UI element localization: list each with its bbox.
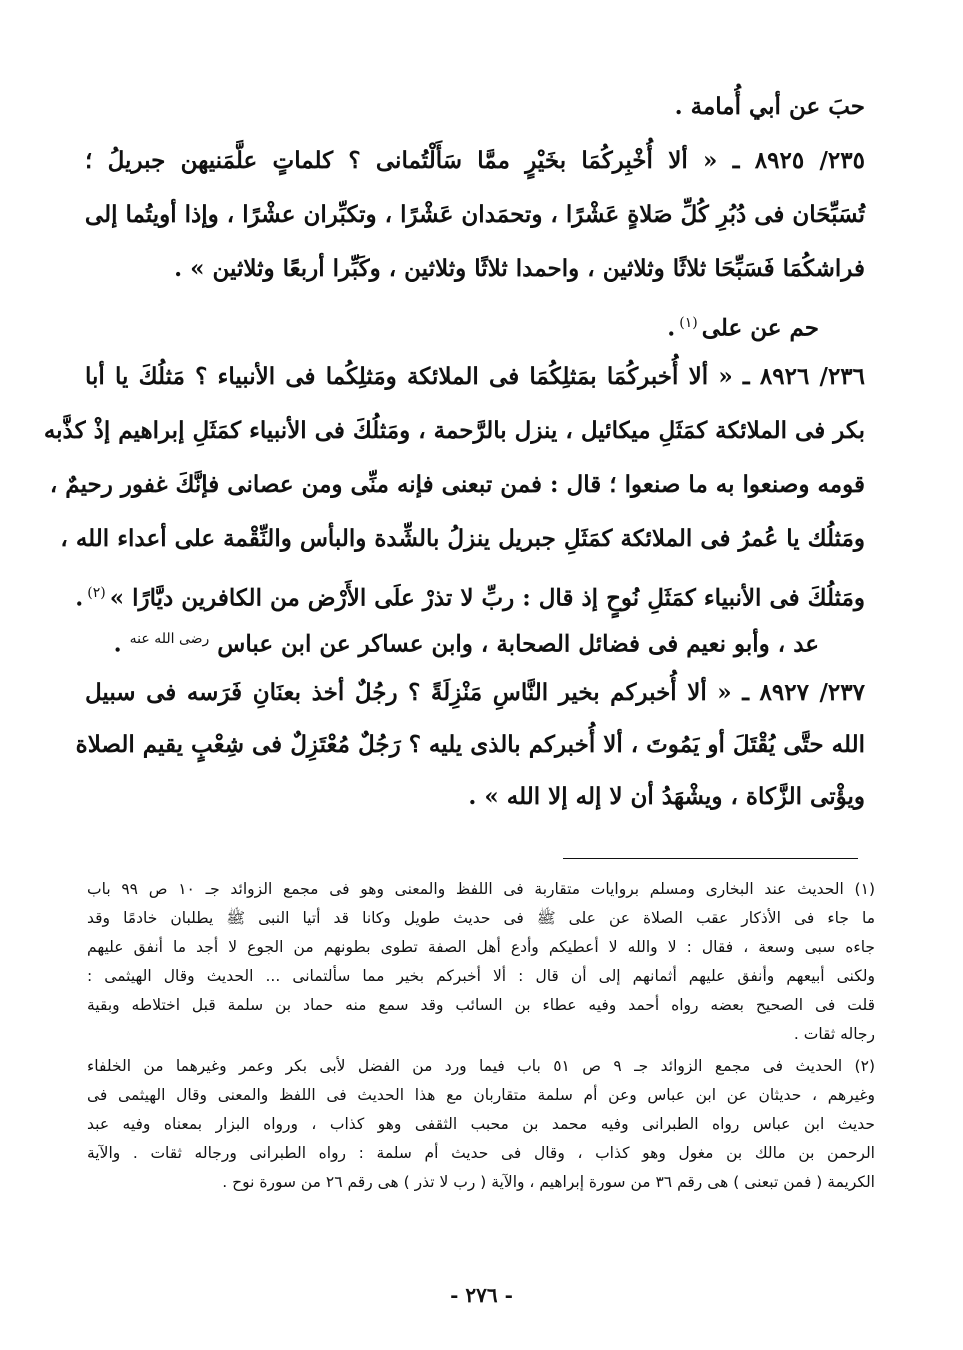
line-text: تُسَبِّحَان فى دُبُرِ كُلِّ صَلاةٍ عَشْرًا ، وتحمَدان عَشْرًا ، وتكبِّران عشْرًا ، وإذا أويتُما إلى	[84, 201, 865, 228]
line-text: ومَثلُك يا عُمرُ فى الملائكة كمَثَلِ جبريل ينزلُ بالشِّدة والبأس والنِّقْمة على أعداء الله ،	[60, 525, 865, 552]
footnote-1-line-5	[87, 991, 875, 1020]
footnote-1-line-2	[87, 904, 875, 933]
line-text: ويؤْتى الزَّكاة ، ويشْهَدُ أن لا إله إلا الله » .	[468, 783, 865, 810]
hadith-237-line-2	[75, 720, 865, 770]
line-text: ٢٣٧/ ٨٩٢٧ ـ « ألا أُخبركم بخير النَّاسِ مَنْزِلَةً ؟ رجُلٌ أخذ بعنَانِ فَرَسه فى سبيل	[85, 679, 865, 706]
hadith-236-line-5	[75, 568, 865, 618]
line-text: حم عن على	[701, 314, 819, 342]
footnote-1-line-3	[87, 933, 875, 962]
footnote-text: الرحمن بن مالك بن مغول وهو كذاب ، وقال فى حديث أم سلمة : رواه الطبرانى ورجاله ثقات . والآية	[87, 1144, 875, 1162]
footnote-1-line-4	[87, 962, 875, 991]
line-text: ٢٣٦/ ٨٩٢٦ ـ « ألا أُخبركُمَا بمَثلِكُمَا فى الملائكة ومَثلِكُما فى الأنبياء ؟ مَثلُكَ يا أبا	[85, 363, 865, 390]
footnote-text: رجاله ثقات .	[793, 1025, 875, 1043]
hadith-235-line-1	[85, 136, 865, 186]
source-236-dot: .	[113, 630, 122, 658]
footnote-separator	[563, 858, 858, 859]
footnote-2-line-3	[87, 1110, 875, 1139]
footnote-text: ولكنى أبيعهم وأنفق عليهم أثمانهم إلى أن قال : ألا أخبركم بخير مما سألتمانى ... الحديث وقال الهيثمى :	[87, 967, 875, 985]
hadith-236-line-3	[49, 460, 865, 510]
line-text: عد ، وأبو نعيم فى فضائل الصحابة ، وابن عساكر عن ابن عباس	[217, 630, 819, 658]
hadith-237-line-1	[85, 668, 865, 718]
footnote-ref-2: (٢)	[87, 585, 106, 601]
text-line-1	[85, 82, 865, 132]
hadith-236-line-4	[60, 514, 865, 564]
line-text: فراشكُمَا فَسَبِّحَا ثلاثًا وثلاثين ، واحمدا ثلاثًا وثلاثين ، وكَبِّرا أربعًا وثلاثين » .	[174, 255, 865, 282]
line-text: حبَ عن أبي أُمامة .	[674, 93, 865, 120]
line-text: بكر فى الملائكة كمَثَلِ ميكائيل ، ينزل بالرَّحمة ، ومَثلُكَ فى الأنبياء كمَثَلِ إبراهيم إذْ كذَّبه	[43, 417, 865, 444]
hadith-237-line-3	[85, 772, 865, 822]
footnote-text: (١) الحديث عند البخارى ومسلم بروايات متقاربة فى اللفظ والمعنى وهو فى مجمع الزوائد جـ ١٠ ص ٩٩ باب	[87, 880, 875, 898]
source-236	[85, 614, 865, 664]
footnote-text: ما جاء فى الأذكار عقب الصلاة عن على ﷺ فى حديث طويل وكانا قد أتيا النبى ﷺ يطلبان خادمًا وقد	[87, 909, 875, 927]
footnote-1-line-6	[87, 1020, 875, 1049]
line-text: قومه وصنعوا به ما صنعوا ؛ قال : فمن تبعنى فإنه منِّى ومن عصانى فإنَّكَ غفور رحيمٌ ،	[49, 471, 865, 498]
footnote-1-line-1	[87, 875, 875, 904]
hadith-235-line-2	[85, 190, 865, 240]
footnote-2-line-2	[87, 1081, 875, 1110]
line-text: الله حتَّى يُقْتَلَ أو يَمُوتَ ، ألا أُخبركم بالذى يليه ؟ رَجُلٌ مُعْتَزِلٌ فى شِعْبٍ يقيم الصلاة	[75, 731, 865, 758]
footnote-2-line-5	[87, 1168, 875, 1197]
footnote-2-line-4	[87, 1139, 875, 1168]
line-text: ومَثلُكَ فى الأنبياء كمَثَلِ نُوحٍ إذ قال : ربِّ لا تذرْ علَى الأَرْض من الكافرين ديَّارًا »	[109, 584, 865, 612]
footnote-text: قلت فى الصحيح بعضه رواه أحمد وفيه عطاء بن السائب وقد سمع منه حماد بن سلمة قبل اختلاطه وبقية	[87, 996, 875, 1014]
footnote-2-line-1	[87, 1052, 875, 1081]
radi-allah-anhu-symbol: رضى الله عنه	[129, 631, 210, 647]
footnote-text: جاءه سبى وسعة ، فقال : لا والله لا أعطيكم وأدع أهل الصفة تطوى بطونهم من الجوع لا أجد ما أنفق عليهم	[87, 938, 875, 956]
hadith-236-line-1	[85, 352, 865, 402]
hadith-236-end-dot: .	[75, 584, 84, 612]
hadith-236-line-2	[43, 406, 865, 456]
footnote-ref-1: (١)	[679, 315, 698, 331]
source-235	[85, 298, 865, 348]
footnote-text: (٢) الحديث فى مجمع الزوائد جـ ٩ ص ٥١ باب فيما ورد من الفضل لأبى بكر وعمر وغيرهما من الخلفاء	[87, 1057, 875, 1075]
source-end-dot: .	[667, 314, 676, 342]
line-text: ٢٣٥/ ٨٩٢٥ ـ « ألا أُخْبِركُمَا بخَيْرٍ ممَّا سَأَلْتُمانى ؟ كلماتٍ علَّمَنيهن جبريلُ ؛	[85, 147, 865, 174]
footnote-text: الكريمة ( فمن تبعنى ) هى رقم ٣٦ من سورة إبراهيم ، والآية ( رب لا تذر ) هى رقم ٢٦ من سورة نوح .	[222, 1173, 875, 1191]
page-number: - ٢٧٦ -	[450, 1283, 513, 1307]
footnote-text: حديث ابن عباس رواه الطبرانى وفيه محمد بن محبب الثقفى وهو كذاب ، ورواه البزار بمعناه وفيه عبد	[87, 1115, 875, 1133]
hadith-235-line-3	[85, 244, 865, 294]
footnote-text: وغيرهم ، حديثان عن ابن عباس وعن أم سلمة متقاربان مع هذا الحديث فى اللفظ والمعنى وقال الهيثمى فى	[87, 1086, 875, 1104]
